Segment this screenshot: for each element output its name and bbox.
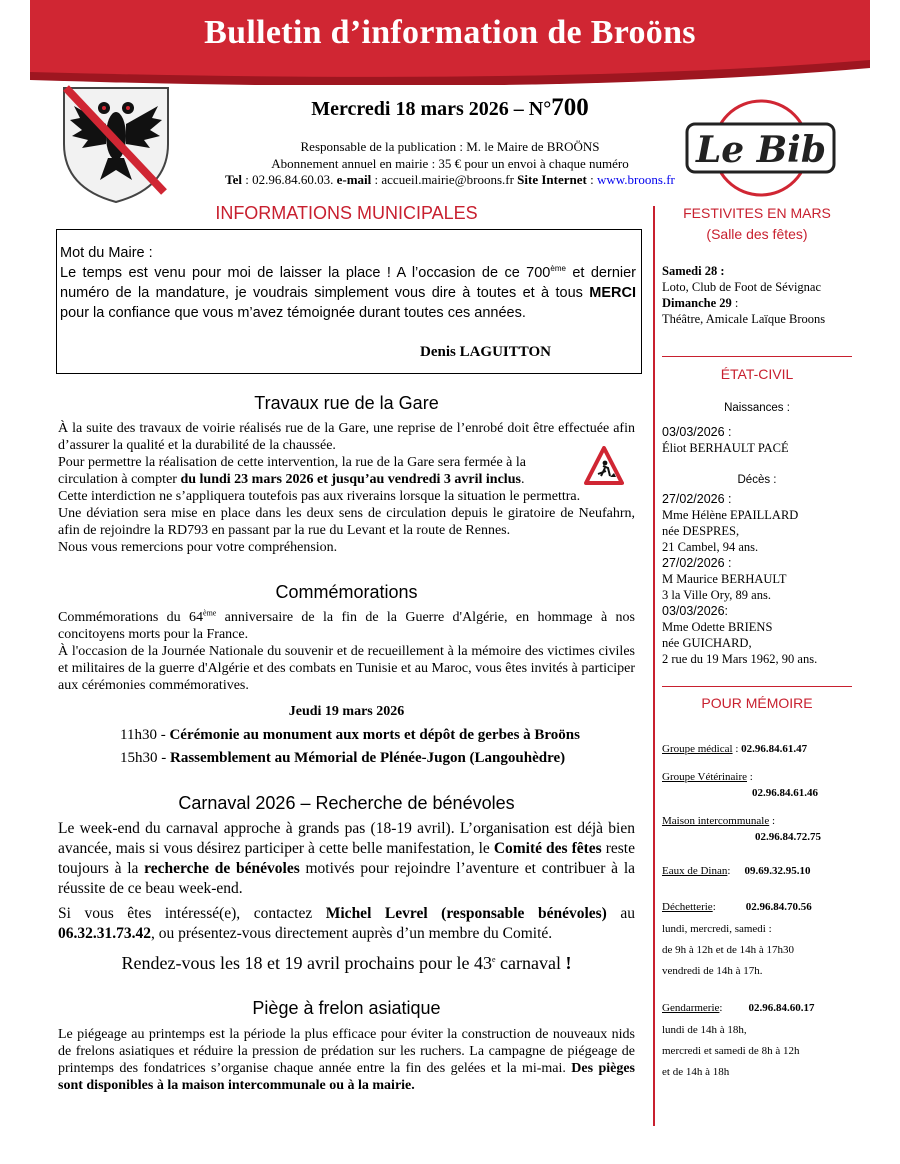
carnaval-p2-c: au — [606, 905, 635, 922]
carnaval-p3-c: ! — [565, 953, 572, 973]
bulletin-title: Bulletin d’information de Broöns — [204, 14, 696, 51]
festivites-heading: FESTIVITES EN MARS — [683, 205, 831, 221]
commemorations-p1-a: Commémorations du 64 — [58, 610, 204, 625]
site-sep: : — [586, 172, 597, 187]
dechet-hours-2: de 9h à 12h et de 14h à 17h30 — [662, 944, 794, 956]
frelon-p1 — [58, 1026, 635, 1094]
mayor-signature: Denis LAGUITTON — [420, 344, 552, 360]
gend-hours-3: et de 14h à 18h — [662, 1066, 730, 1078]
ceremony-1-time: 11h30 - — [120, 727, 170, 743]
commemorations-p1-b: anniversaire de la fin de la Guerre d'Algérie, en hommage à nos concitoyens morts pour la France. — [58, 610, 635, 642]
travaux-p4: Une déviation sera mise en place dans les deux sens de circulation depuis le giratoire de Neufahrn, afin de rejoindre la RD793 en passant par la rue du Levant et la route de Rennes. — [58, 506, 635, 538]
deces-list — [662, 491, 862, 667]
travaux-p5: Nous vous remercions pour votre compréhension. — [58, 540, 338, 555]
carnaval-heading: Carnaval 2026 – Recherche de bénévoles — [178, 793, 515, 813]
gend-hours-1: lundi de 14h à 18h, — [662, 1024, 747, 1036]
dechet-hours-3: vendredi de 14h à 17h. — [662, 965, 763, 977]
carnaval-comite: Comité des fêtes — [493, 840, 602, 857]
site-link[interactable]: www.broons.fr — [596, 172, 675, 187]
deces-3-line3: 2 rue du 19 Mars 1962, 90 ans. — [662, 652, 818, 666]
naissances-label: Naissances : — [724, 402, 790, 414]
veto-sep: : — [747, 771, 753, 783]
issue-number: 700 — [551, 94, 589, 121]
mot-merci: MERCI — [589, 285, 636, 301]
carnaval-phone: 06.32.31.73.42 — [58, 925, 151, 942]
broons-coat-of-arms — [60, 84, 172, 206]
carnaval-recherche: recherche de bénévoles — [144, 860, 300, 877]
festivite-event-2: Théâtre, Amicale Laïque Broons — [662, 312, 826, 326]
issue-date: Mercredi 18 mars 2026 – N° — [311, 98, 552, 120]
deces-date-2: 27/02/2026 : — [662, 556, 732, 570]
travaux-p2 — [58, 454, 573, 488]
issue-line — [230, 94, 670, 122]
contact-dechetterie — [662, 899, 862, 915]
medical-phone: 02.96.84.61.47 — [741, 743, 808, 755]
contact-line — [180, 171, 720, 188]
separator-1 — [662, 356, 852, 357]
contact-maison — [662, 813, 862, 829]
mot-title: Mot du Maire : — [60, 245, 153, 261]
festivite-date-2-colon: : — [731, 296, 739, 310]
contact-veterinaire — [662, 769, 862, 785]
deces-1-line1: Mme Hélène EPAILLARD — [662, 508, 799, 522]
dechet-sep: : — [712, 901, 716, 913]
frelon-heading: Piège à frelon asiatique — [252, 998, 441, 1018]
municipal-heading: INFORMATIONS MUNICIPALES — [215, 203, 478, 223]
carnaval-p2-e: , ou présentez-vous directement auprès d’un membre du Comité. — [151, 925, 553, 942]
carnaval-rendezvous — [58, 953, 635, 974]
carnaval-p2-a: Si vous êtes intéressé(e), contactez — [58, 905, 326, 922]
dechet-label: Déchetterie — [662, 901, 713, 913]
carnaval-p3-b: carnaval — [495, 953, 566, 973]
naissances-list — [662, 424, 862, 456]
memoire-heading: POUR MÉMOIRE — [701, 695, 813, 711]
logo-text: Le Bib — [695, 129, 827, 171]
veto-phone: 02.96.84.61.46 — [752, 787, 818, 799]
travaux-heading: Travaux rue de la Gare — [254, 393, 439, 413]
etat-civil-heading: ÉTAT-CIVIL — [720, 366, 794, 382]
mot-sup: ème — [550, 264, 566, 274]
veto-label: Groupe Vétérinaire — [662, 771, 748, 783]
frelon-p1-a: Le piégeage au printemps est la période la plus efficace pour éviter la construction de nouveaux nids de frelons asiatiques et réduire la pression de prédation sur les ruchers. La campagne de piégeage de printemps des fondatrices s’organise chaque année entre la fin des gelées et la mi-mai. — [58, 1027, 635, 1076]
travaux-p3: Cette interdiction ne s’appliquera toutefois pas aux riverains lorsque la situation le permettra. — [58, 489, 581, 504]
medical-sep: : — [732, 743, 742, 755]
travaux-p2-end: . — [520, 472, 525, 487]
gend-hours-2: mercredi et samedi de 8h à 12h — [662, 1045, 800, 1057]
commemorations-p1-sup: ème — [203, 608, 217, 618]
gend-label: Gendarmerie — [662, 1002, 720, 1014]
mot-text-part1: Le temps est venu pour moi de laisser la place ! A l’occasion de ce 700 — [60, 265, 551, 281]
medical-label: Groupe médical — [662, 743, 733, 755]
festivites-subheading: (Salle des fêtes) — [706, 226, 808, 242]
frelon-p1-b: Des pièges sont disponibles à la maison intercommunale ou à la mairie. — [58, 1061, 635, 1093]
ceremony-2 — [120, 750, 565, 767]
festivite-event-1: Loto, Club de Foot de Sévignac — [662, 280, 822, 294]
travaux-p2-text: Pour permettre la réalisation de cette intervention, la rue de la Gare sera fermée à la circulation à compter — [58, 455, 526, 487]
contact-gendarmerie — [662, 1000, 862, 1016]
carnaval-p3-sup: e — [491, 955, 496, 964]
eaux-label: Eaux de Dinan — [662, 865, 728, 877]
email-label: e-mail — [336, 172, 372, 187]
memoire-list — [662, 741, 862, 1083]
deces-3-line2: née GUICHARD, — [662, 636, 752, 650]
eaux-phone: 09.69.32.95.10 — [744, 865, 811, 877]
ceremony-1 — [120, 727, 580, 744]
ceremony-1-event: Cérémonie au monument aux morts et dépôt de gerbes à Broöns — [169, 727, 580, 743]
le-bib-logo — [683, 94, 838, 202]
carnaval-contact: Michel Levrel (responsable bénévoles) — [325, 905, 607, 922]
travaux-p1: À la suite des travaux de voirie réalisés rue de la Gare, une reprise de l’enrobé doit être effectuée afin d’assurer la qualité et la durabilité de la chaussée. — [58, 421, 635, 453]
deces-2-line2: 3 la Ville Ory, 89 ans. — [662, 588, 771, 602]
column-divider — [653, 206, 655, 1126]
festivites-list — [662, 263, 862, 327]
ceremony-2-time: 15h30 - — [120, 750, 170, 766]
naissance-name-1: Éliot BERHAULT PACÉ — [662, 441, 789, 455]
carnaval-p1-c: reste toujours à la — [58, 840, 635, 877]
mot-text-part2: et dernier numéro de la mandature, je voudrais simplement vous dire à toutes et à tous — [60, 265, 636, 301]
maison-sep: : — [769, 815, 776, 827]
deces-1-line2: née DESPRES, — [662, 524, 740, 538]
contact-eaux — [662, 863, 862, 879]
deces-label: Décès : — [737, 474, 777, 486]
eaux-sep: : — [727, 865, 731, 877]
publication-responsible: Responsable de la publication : M. le Maire de BROÖNS — [300, 139, 600, 154]
mot-text-part3: pour la confiance que vous m’avez témoignée durant toutes ces années. — [60, 305, 526, 321]
tel-value: : 02.96.84.60.03. — [242, 172, 337, 187]
dechet-phone: 02.96.84.70.56 — [745, 901, 812, 913]
deces-2-line1: M Maurice BERHAULT — [662, 572, 787, 586]
carnaval-p1-a: Le week-end du carnaval approche à grands pas (18-19 avril). L’organisation est déjà bien avancée, mais si vous désirez participer à cette belle manifestation, le — [58, 820, 635, 857]
deces-date-3: 03/03/2026: — [662, 604, 729, 618]
tel-label: Tel — [225, 172, 242, 187]
travaux-p2-dates: du lundi 23 mars 2026 et jusqu’au vendredi 3 avril inclus — [180, 472, 521, 487]
naissance-date-1: 03/03/2026 : — [662, 425, 732, 439]
separator-2 — [662, 686, 852, 687]
email-value[interactable]: : accueil.mairie@broons.fr — [371, 172, 518, 187]
commemorations-p2: À l'occasion de la Journée Nationale du souvenir et de recueillement à la mémoire des victimes civiles et militaires de la guerre d'Algérie et des combats en Tunisie et au Maroc, vous êtes invités à participer aux cérémonies commémoratives. — [58, 644, 635, 693]
carnaval-p2 — [58, 904, 635, 944]
carnaval-p1-e: motivés pour rejoindre l’aventure et contribuer à la réussite de ce beau week-end. — [58, 860, 636, 897]
commemorations-p1 — [58, 609, 635, 643]
commemorations-heading: Commémorations — [275, 582, 418, 602]
ceremony-2-event: Rassemblement au Mémorial de Plénée-Jugon (Langouhèdre) — [170, 750, 566, 766]
gend-sep: : — [719, 1002, 723, 1014]
maison-phone: 02.96.84.72.75 — [755, 831, 821, 843]
festivite-date-1: Samedi 28 : — [662, 264, 725, 278]
contact-medical — [662, 741, 862, 757]
carnaval-p3-a: Rendez-vous les 18 et 19 avril prochains pour le 43 — [121, 953, 492, 973]
roadwork-sign-icon — [584, 446, 624, 486]
festivite-date-2: Dimanche 29 — [662, 296, 732, 310]
ceremony-date: Jeudi 19 mars 2026 — [288, 704, 405, 719]
mot-text — [60, 263, 636, 323]
site-label: Site Internet — [517, 172, 587, 187]
deces-1-line3: 21 Cambel, 94 ans. — [662, 540, 759, 554]
deces-3-line1: Mme Odette BRIENS — [662, 620, 773, 634]
maison-phone-row — [662, 829, 862, 845]
gend-phone: 02.96.84.60.17 — [748, 1002, 815, 1014]
veto-phone-row — [662, 785, 862, 801]
carnaval-p1 — [58, 819, 635, 899]
maison-label: Maison intercommunale — [662, 815, 770, 827]
dechet-hours-1: lundi, mercredi, samedi : — [662, 923, 772, 935]
deces-date-1: 27/02/2026 : — [662, 492, 732, 506]
subscription-info: Abonnement annuel en mairie : 35 € pour un envoi à chaque numéro — [271, 156, 629, 171]
